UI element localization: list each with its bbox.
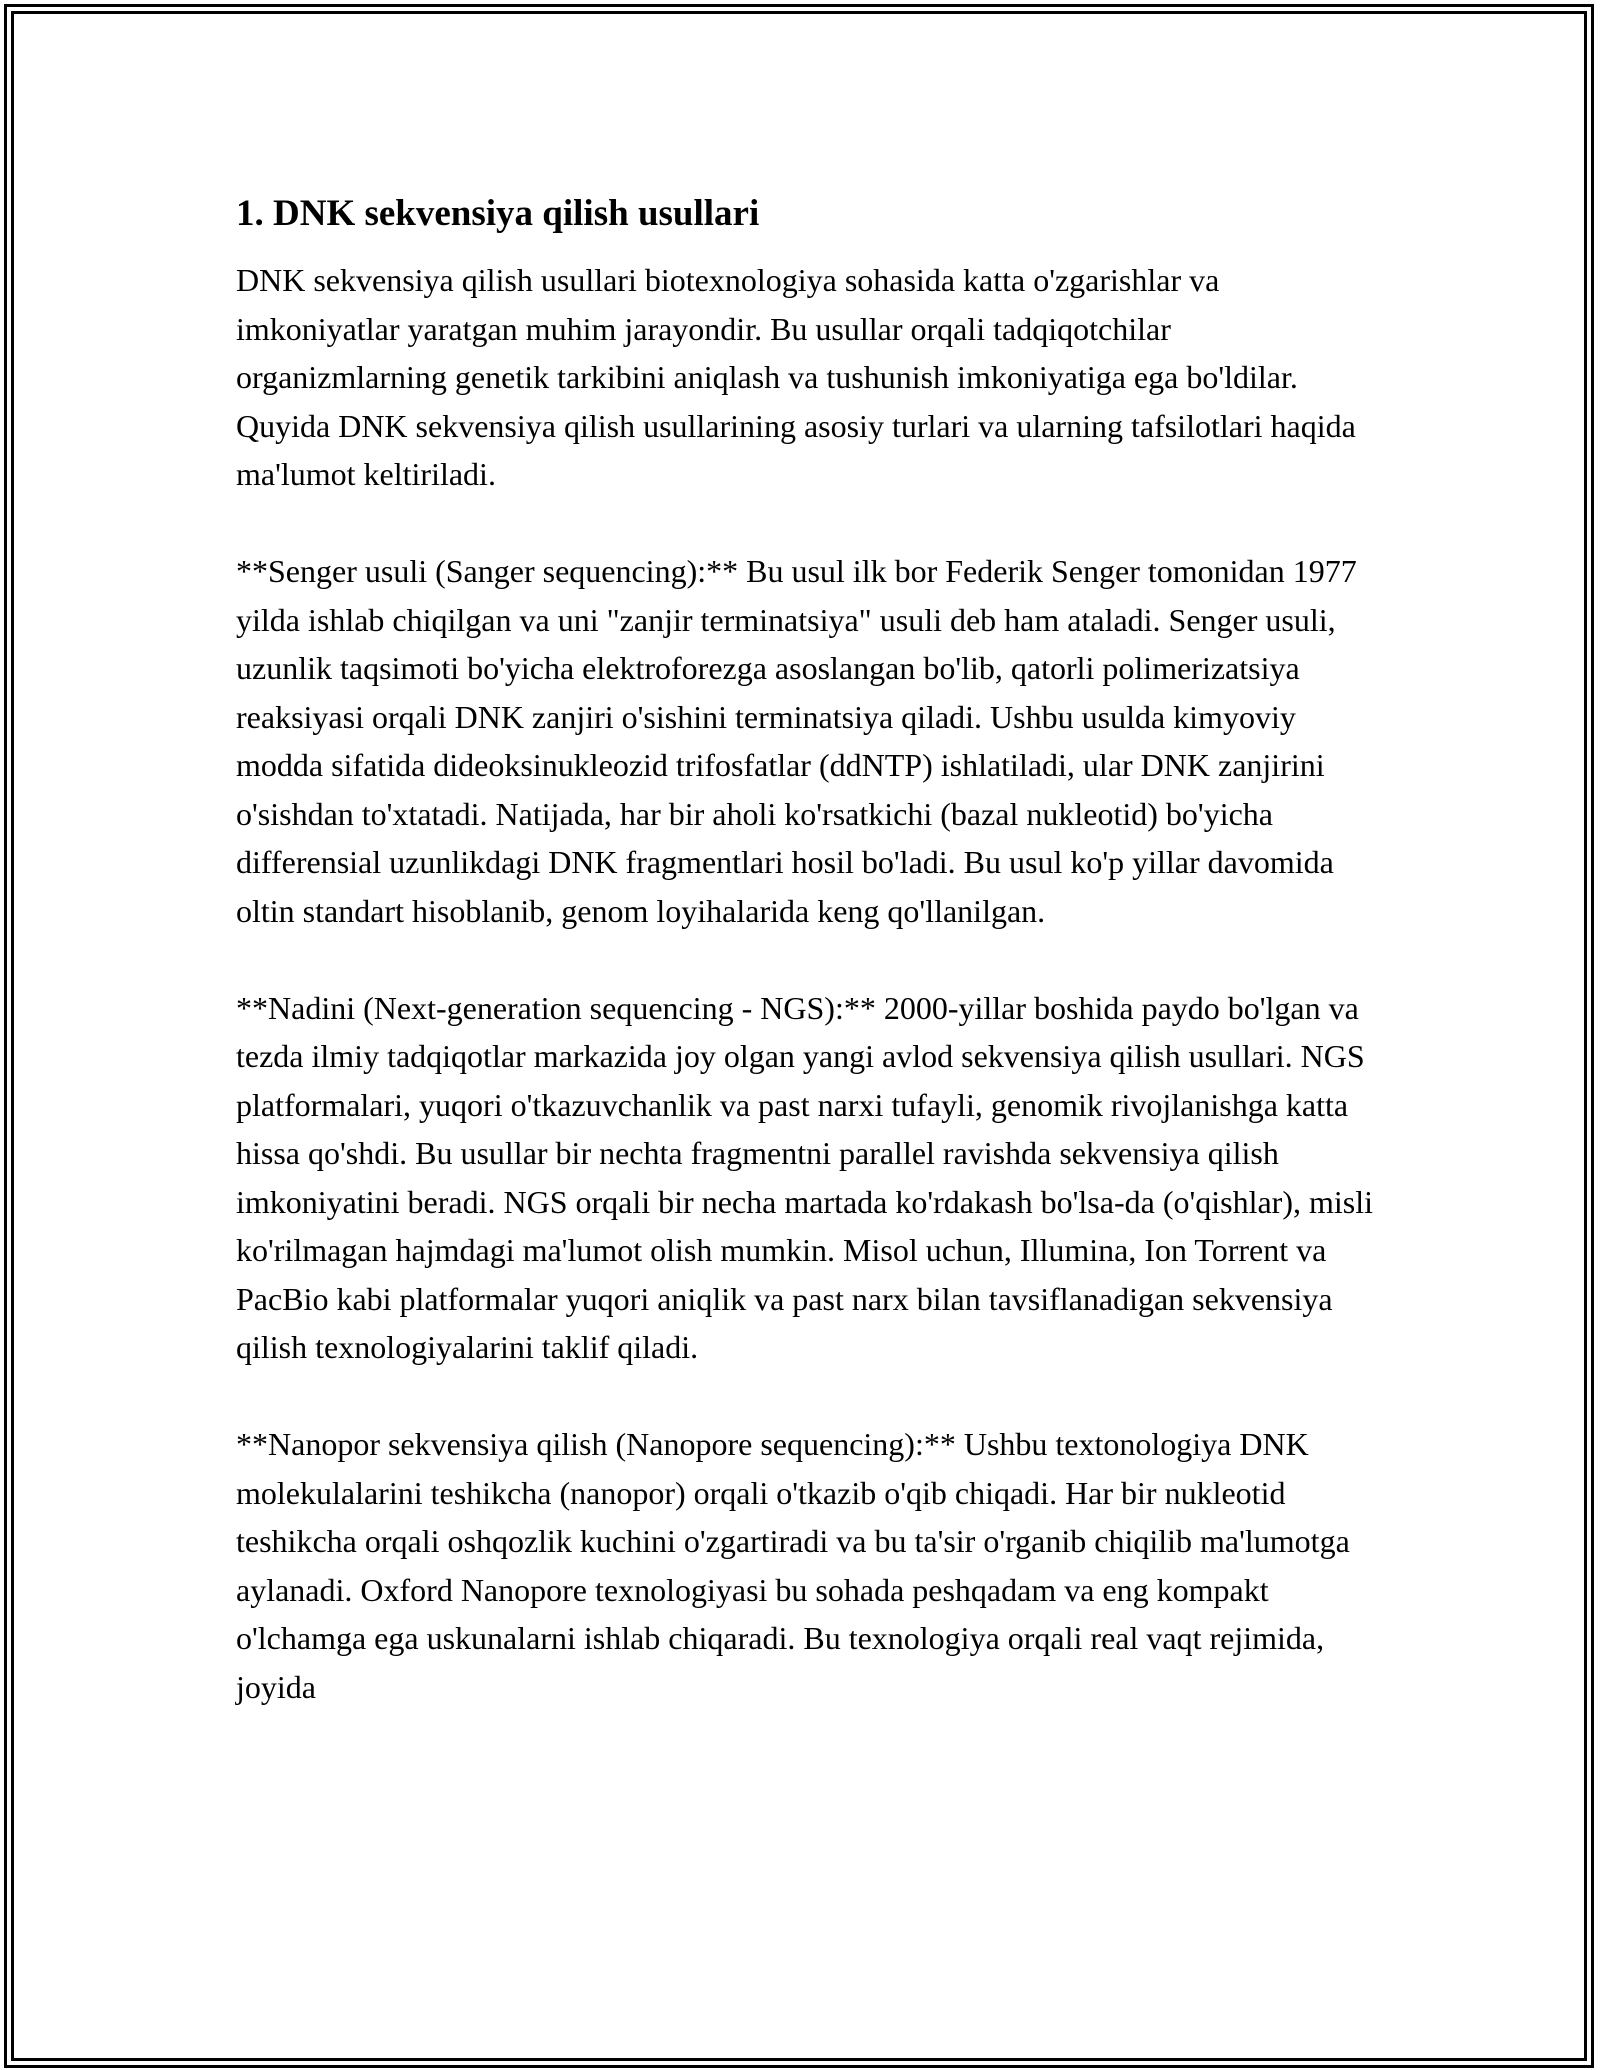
document-title: 1. DNK sekvensiya qilish usullari	[236, 193, 760, 234]
document-body	[236, 190, 1376, 1760]
paragraph-sanger: **Senger usuli (Sanger sequencing):** Bu usul ilk bor Federik Senger tomonidan 1977 yilda ishlab chiqilgan va uni "zanjir terminatsiya" usuli deb ham ataladi. Senger usuli, uzunlik taqsimoti bo'yicha elektroforezga asoslangan bo'lib, qatorli polimerizatsiya reaksiyasi orqali DNK zanjiri o'sishini terminatsiya qiladi. Ushbu usulda kimyoviy modda sifatida dideoksinukleozid trifosfatlar (ddNTP) ishlatiladi, ular DNK zanjirini o'sishdan to'xtatadi. Natijada, har bir aholi ko'rsatkichi (bazal nukleotid) bo'yicha differensial uzunlikdagi DNK fragmentlari hosil bo'ladi. Bu usul ko'p yillar davomida oltin standart hisoblanib, genom loyihalarida keng qo'llanilgan.	[236, 553, 1357, 929]
paragraph-intro: DNK sekvensiya qilish usullari biotexnologiya sohasida katta o'zgarishlar va imkoniyatlar yaratgan muhim jarayondir. Bu usullar orqali tadqiqotchilar organizmlarning genetik tarkibini aniqlash va tushunish imkoniyatiga ega bo'ldilar. Quyida DNK sekvensiya qilish usullarining asosiy turlari va ularning tafsilotlari haqida ma'lumot keltiriladi.	[236, 262, 1356, 492]
paragraph-ngs: **Nadini (Next-generation sequencing - NGS):** 2000-yillar boshida paydo bo'lgan va tezda ilmiy tadqiqotlar markazida joy olgan yangi avlod sekvensiya qilish usullari. NGS platformalari, yuqori o'tkazuvchanlik va past narxi tufayli, genomik rivojlanishga katta hissa qo'shdi. Bu usullar bir nechta fragmentni parallel ravishda sekvensiya qilish imkoniyatini beradi. NGS orqali bir necha martada ko'rdakash bo'lsa-da (o'qishlar), misli ko'rilmagan hajmdagi ma'lumot olish mumkin. Misol uchun, Illumina, Ion Torrent va PacBio kabi platformalar yuqori aniqlik va past narx bilan tavsiflanadigan sekvensiya qilish texnologiyalarini taklif qiladi.	[236, 989, 1373, 1365]
paragraph-nanopore: **Nanopor sekvensiya qilish (Nanopore sequencing):** Ushbu textonologiya DNK molekulalarini teshikcha (nanopor) orqali o'tkazib o'qib chiqadi. Har bir nukleotid teshikcha orqali oshqozlik kuchini o'zgartiradi va bu ta'sir o'rganib chiqilib ma'lumotga aylanadi. Oxford Nanopore texnologiyasi bu sohada peshqadam va eng kompakt o'lchamga ega uskunalarni ishlab chiqaradi. Bu texnologiya orqali real vaqt rejimida, joyida	[236, 1426, 1350, 1705]
